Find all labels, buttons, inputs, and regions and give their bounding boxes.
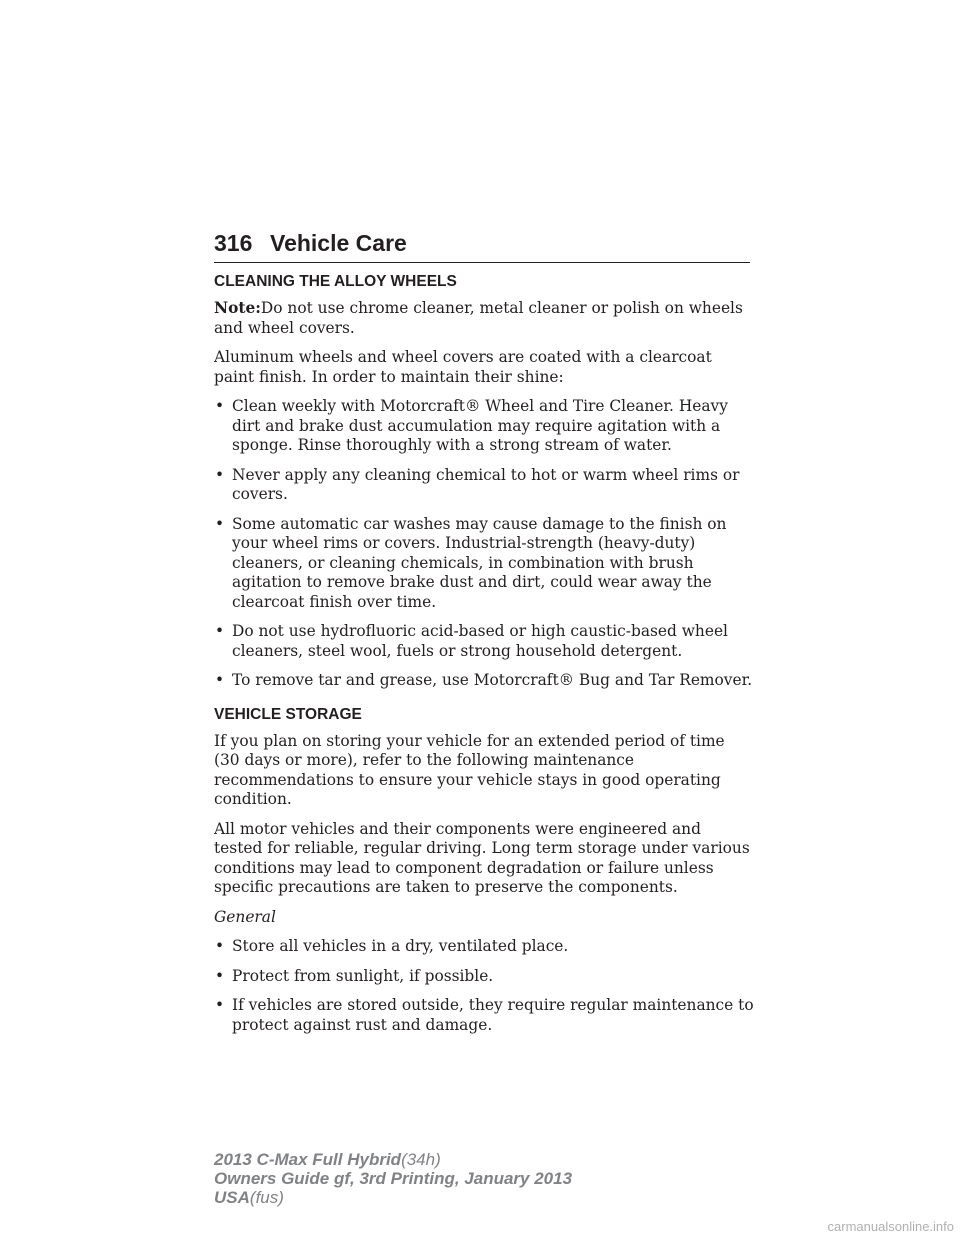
alloy-bullet-list	[214, 397, 754, 691]
bullet-icon: •	[215, 397, 225, 415]
bullet-icon: •	[215, 966, 225, 985]
note-label: Note:	[214, 299, 261, 317]
page-content	[214, 272, 754, 1045]
storage-para-2: All motor vehicles and their components were engineered and tested for reliable, regular driving. Long term storage under various conditions may lead to component degradation or failure unless specific precautions are taken to preserve the components.	[214, 819, 750, 896]
list-item: • Store all vehicles in a dry, ventilated place.	[215, 937, 569, 955]
storage-heading: VEHICLE STORAGE	[214, 705, 362, 723]
list-item: • Some automatic car washes may cause damage to the finish on your wheel rims or covers. Industrial-strength (heavy-duty) cleaners, or cleaning chemicals, in combination with brush agitation to remove brake dust and dirt, could wear away the clearcoat finish over time.	[215, 514, 727, 611]
list-item: • Protect from sunlight, if possible.	[215, 966, 494, 985]
section-title: Vehicle Care	[270, 230, 407, 256]
list-item: • Never apply any cleaning chemical to hot or warm wheel rims or covers.	[215, 465, 740, 503]
page-footer	[214, 1150, 572, 1207]
bullet-icon: •	[215, 622, 225, 640]
alloy-note	[214, 299, 754, 338]
storage-subheading: General	[214, 907, 276, 926]
storage-para-1: If you plan on storing your vehicle for an extended period of time (30 days or more), refer to the following maintenance recommendations to ensure your vehicle stays in good operating condition.	[214, 731, 725, 808]
bullet-icon: •	[215, 937, 225, 955]
list-item: • Do not use hydrofluoric acid-based or high caustic-based wheel cleaners, steel wool, fuels or strong household detergent.	[215, 622, 728, 660]
bullet-icon: •	[215, 514, 225, 533]
alloy-heading: CLEANING THE ALLOY WHEELS	[214, 273, 457, 290]
watermark: carmanualsonline.info	[827, 1219, 954, 1234]
bullet-icon: •	[215, 671, 225, 689]
footer-line-1: 2013 C-Max Full Hybrid(34h)	[214, 1150, 441, 1169]
bullet-icon: •	[215, 465, 225, 484]
alloy-intro: Aluminum wheels and wheel covers are coated with a clearcoat paint finish. In order to maintain their shine:	[214, 348, 712, 386]
page-header	[214, 228, 750, 263]
page-number: 316	[214, 230, 253, 256]
storage-bullet-list	[214, 937, 754, 1035]
note-text: Do not use chrome cleaner, metal cleaner or polish on wheels and wheel covers.	[214, 299, 743, 337]
list-item: • If vehicles are stored outside, they require regular maintenance to protect against rust and damage.	[215, 996, 754, 1034]
bullet-icon: •	[215, 996, 225, 1014]
list-item: • To remove tar and grease, use Motorcraft® Bug and Tar Remover.	[215, 671, 753, 689]
footer-line-2: Owners Guide gf, 3rd Printing, January 2013	[214, 1169, 573, 1188]
list-item: • Clean weekly with Motorcraft® Wheel and Tire Cleaner. Heavy dirt and brake dust accumulation may require agitation with a sponge. Rinse thoroughly with a strong stream of water.	[215, 397, 728, 454]
footer-line-3: USA(fus)	[214, 1188, 284, 1207]
